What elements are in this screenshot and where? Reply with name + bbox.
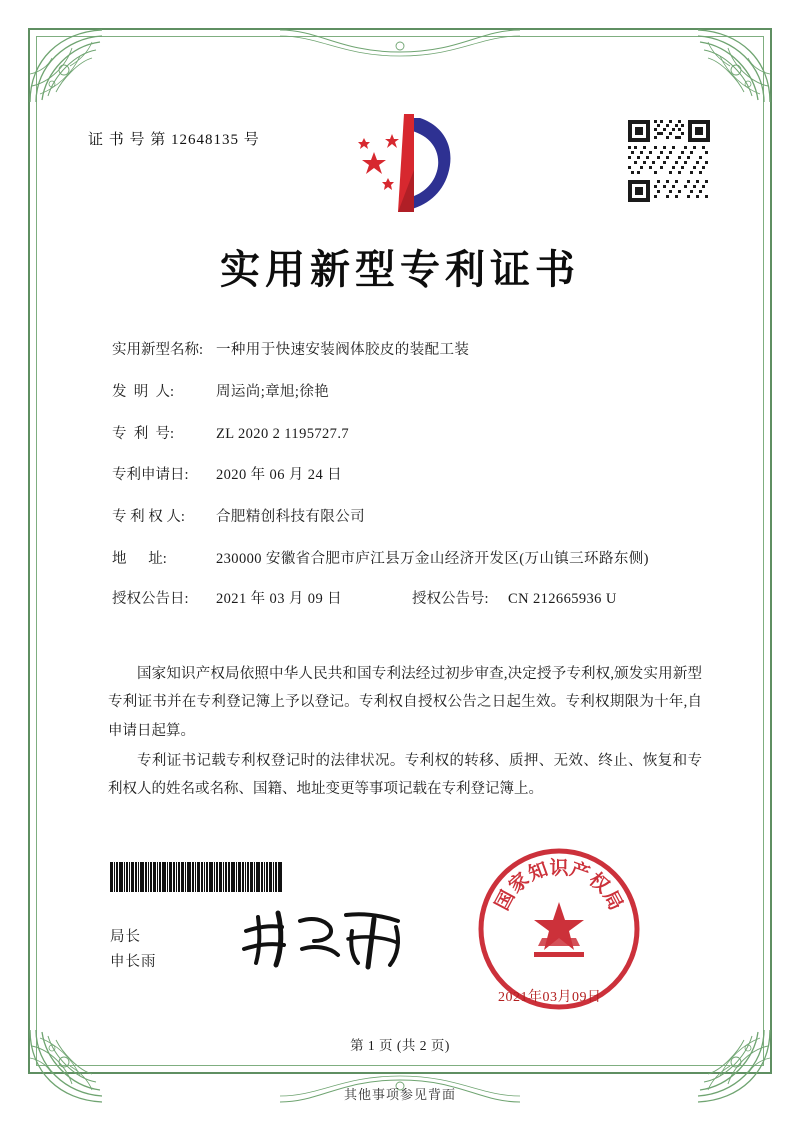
signature-name: 申长雨 bbox=[110, 954, 157, 971]
grant-number-value: CN 212665936 U bbox=[508, 590, 617, 607]
field-row-patent-number bbox=[112, 424, 712, 446]
field-label: 专 利 权 人: bbox=[112, 509, 185, 525]
field-row-application-date bbox=[112, 465, 712, 487]
handwritten-signature bbox=[238, 905, 428, 975]
field-row-utility-model-name bbox=[112, 340, 712, 362]
svg-text:知: 知 bbox=[525, 858, 551, 886]
paragraph-grant: 国家知识产权局依照中华人民共和国专利法经过初步审查,决定授予专利权,颁发实用新型专利证书并在专利登记簿上予以登记。专利权自授权公告之日起生效。专利权期限为十年,自申请日起算。 bbox=[108, 666, 702, 739]
svg-text:国: 国 bbox=[490, 886, 520, 914]
page-title: 实用新型专利证书 bbox=[220, 246, 580, 293]
field-row-address bbox=[112, 549, 712, 571]
legal-text bbox=[108, 660, 702, 805]
field-label: 专利申请日: bbox=[112, 467, 189, 484]
svg-text:局: 局 bbox=[598, 886, 628, 914]
footer-note: 其他事项参见背面 bbox=[343, 1087, 456, 1102]
svg-text:产: 产 bbox=[567, 858, 593, 886]
svg-text:权: 权 bbox=[584, 868, 614, 898]
svg-text:家: 家 bbox=[504, 868, 534, 898]
grant-date-label: 授权公告日: bbox=[112, 590, 189, 607]
field-row-inventors bbox=[112, 382, 712, 404]
field-label: 地 址: bbox=[112, 550, 167, 567]
svg-text:识: 识 bbox=[549, 857, 569, 879]
paragraph-register: 专利证书记载专利权登记时的法律状况。专利权的转移、质押、无效、终止、恢复和专利权人的姓名或名称、国籍、地址变更等事项记载在专利登记簿上。 bbox=[108, 752, 702, 798]
field-value: 一种用于快速安装阀体胶皮的装配工装 bbox=[216, 342, 470, 358]
seal-date: 2021年03月09日 bbox=[498, 990, 602, 1005]
field-list bbox=[112, 340, 712, 626]
field-label: 专 利 号: bbox=[112, 425, 175, 442]
field-value: 周运尚;章旭;徐艳 bbox=[216, 383, 330, 400]
field-label: 实用新型名称: bbox=[112, 342, 204, 358]
field-row-patentee bbox=[112, 507, 712, 529]
cnipa-logo bbox=[352, 112, 460, 216]
certificate-number: 证 书 号 第 12648135 号 bbox=[88, 132, 260, 148]
barcode bbox=[110, 862, 332, 892]
signature-role: 局长 bbox=[110, 929, 141, 945]
field-row-grant-announcement bbox=[112, 589, 712, 611]
field-value: 合肥精创科技有限公司 bbox=[216, 509, 365, 525]
page-number: 第 1 页 (共 2 页) bbox=[350, 1038, 450, 1053]
grant-number-label: 授权公告号: bbox=[412, 590, 489, 607]
field-label: 发 明 人: bbox=[112, 383, 175, 400]
field-value: ZL 2020 2 1195727.7 bbox=[216, 425, 349, 442]
qr-code bbox=[626, 118, 712, 204]
field-value: 2020 年 06 月 24 日 bbox=[216, 467, 343, 484]
signature-block bbox=[110, 925, 157, 976]
grant-date-value: 2021 年 03 月 09 日 bbox=[216, 590, 343, 607]
field-value: 230000 安徽省合肥市庐江县万金山经济开发区(万山镇三环路东侧) bbox=[216, 550, 649, 567]
